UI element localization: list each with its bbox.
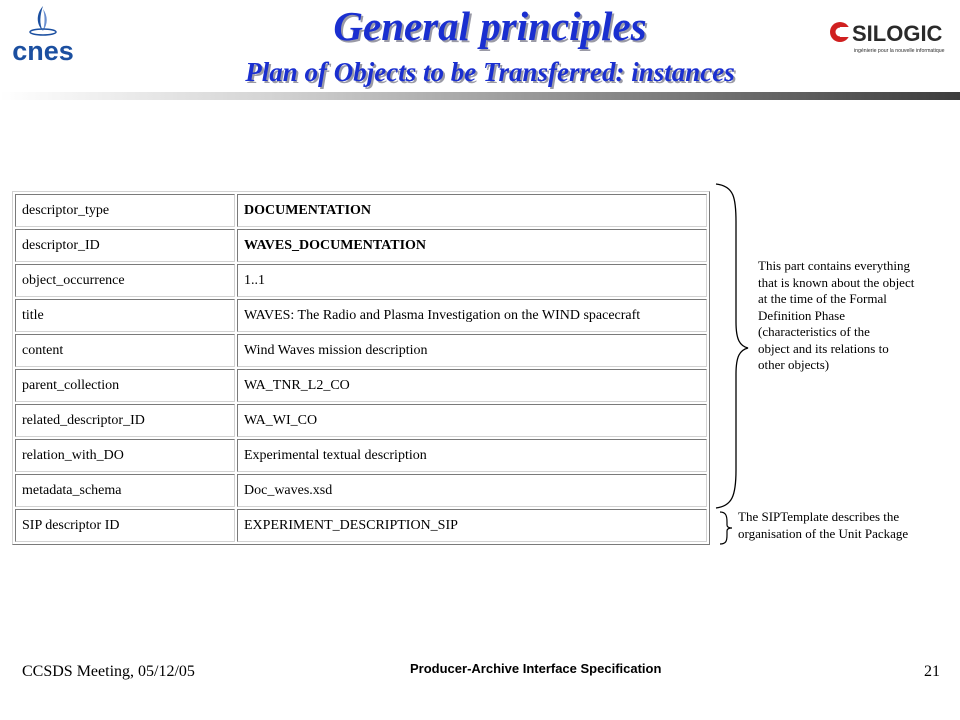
descriptor-field-name: title [15, 299, 235, 332]
descriptor-field-value: WAVES_DOCUMENTATION [237, 229, 707, 262]
slide-subtitle: Plan of Objects to be Transferred: instances [245, 57, 735, 87]
descriptor-field-value: WA_TNR_L2_CO [237, 369, 707, 402]
descriptor-field-name: SIP descriptor ID [15, 509, 235, 542]
descriptor-field-value: Wind Waves mission description [237, 334, 707, 367]
brace-sip-template [718, 510, 734, 546]
descriptor-field-name: object_occurrence [15, 264, 235, 297]
descriptor-field-name: related_descriptor_ID [15, 404, 235, 437]
table-row [15, 369, 707, 402]
header-divider [0, 92, 960, 100]
footer-spec-title: Producer-Archive Interface Specification [410, 661, 662, 676]
table-row [15, 404, 707, 437]
descriptor-field-value: DOCUMENTATION [237, 194, 707, 227]
page-number: 21 [924, 663, 940, 680]
note-line: organisation of the Unit Package [738, 525, 909, 541]
cnes-logo [6, 4, 80, 66]
note-line: at the time of the Formal [758, 291, 887, 306]
descriptor-field-value: EXPERIMENT_DESCRIPTION_SIP [237, 509, 707, 542]
table-row [15, 509, 707, 542]
slide-title: General principles [333, 3, 647, 49]
table-row [15, 229, 707, 262]
descriptor-field-name: metadata_schema [15, 474, 235, 507]
silogic-logo-tagline: ingénierie pour la nouvelle informatique [854, 48, 945, 54]
descriptor-field-value: WAVES: The Radio and Plasma Investigation on the WIND spacecraft [237, 299, 707, 332]
descriptor-field-name: parent_collection [15, 369, 235, 402]
note-line: other objects) [758, 357, 830, 372]
descriptor-field-name: descriptor_type [15, 194, 235, 227]
note-line: Definition Phase [758, 307, 846, 323]
silogic-logo [826, 10, 952, 72]
descriptor-field-name: relation_with_DO [15, 439, 235, 472]
note-line: (characteristics of the [758, 324, 870, 339]
note-line: This part contains everything [758, 258, 910, 273]
silogic-logo-text: SILOGIC [852, 21, 943, 46]
footer-meeting: CCSDS Meeting, 05/12/05 [22, 663, 195, 680]
table-row [15, 194, 707, 227]
descriptor-field-name: descriptor_ID [15, 229, 235, 262]
note-line: that is known about the object [758, 274, 915, 290]
brace-formal-definition [712, 182, 750, 510]
table-row [15, 439, 707, 472]
descriptor-table [12, 191, 710, 545]
table-row [15, 474, 707, 507]
descriptor-field-value: Doc_waves.xsd [237, 474, 707, 507]
cnes-logo-text: cnes [12, 36, 74, 66]
descriptor-field-value: Experimental textual description [237, 439, 707, 472]
sip-template-note [738, 509, 960, 542]
descriptor-field-value: 1..1 [237, 264, 707, 297]
descriptor-field-name: content [15, 334, 235, 367]
table-row [15, 264, 707, 297]
descriptor-field-value: WA_WI_CO [237, 404, 707, 437]
table-row [15, 334, 707, 367]
note-line: The SIPTemplate describes the [738, 509, 900, 524]
formal-definition-note [758, 258, 958, 374]
note-line: object and its relations to [758, 340, 889, 356]
table-row [15, 299, 707, 332]
